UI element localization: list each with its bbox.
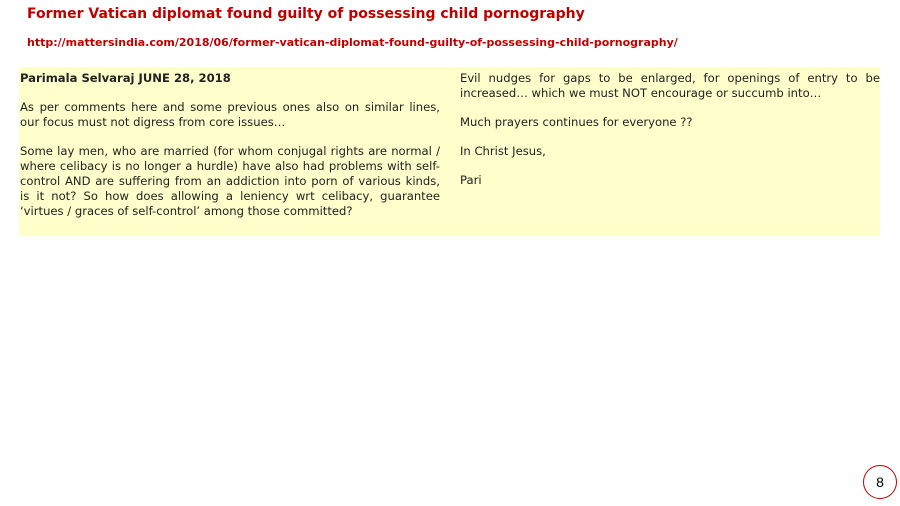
comment-author-date: Parimala Selvaraj JUNE 28, 2018 bbox=[20, 71, 231, 85]
source-url[interactable]: http://mattersindia.com/2018/06/former-vatican-diplomat-found-guilty-of-possessing-child-pornography/ bbox=[27, 36, 678, 49]
comment-right-column bbox=[460, 71, 880, 236]
page-number: 8 bbox=[876, 474, 884, 490]
comment-left-column bbox=[20, 71, 440, 236]
comment-paragraph: In Christ Jesus, bbox=[460, 144, 546, 158]
comment-paragraph: Much prayers continues for everyone ?? bbox=[460, 115, 693, 129]
comment-box bbox=[19, 67, 880, 236]
page-number-badge bbox=[863, 465, 897, 499]
comment-paragraph: Some lay men, who are married (for whom conjugal rights are normal / where celibacy is no longer a hurdle) have also had problems with self-control AND are suffering from an addiction into porn of various kinds, is it not? So how does allowing a leniency wrt celibacy, guarantee ‘virtues / graces of self-control’ among those committed? bbox=[20, 144, 440, 218]
comment-paragraph: Evil nudges for gaps to be enlarged, for openings of entry to be increased… which we must NOT encourage or succumb into… bbox=[460, 71, 880, 100]
slide-title: Former Vatican diplomat found guilty of possessing child pornography bbox=[27, 6, 585, 22]
comment-signature: Pari bbox=[460, 173, 482, 187]
comment-paragraph: As per comments here and some previous ones also on similar lines, our focus must not digress from core issues… bbox=[20, 100, 440, 129]
